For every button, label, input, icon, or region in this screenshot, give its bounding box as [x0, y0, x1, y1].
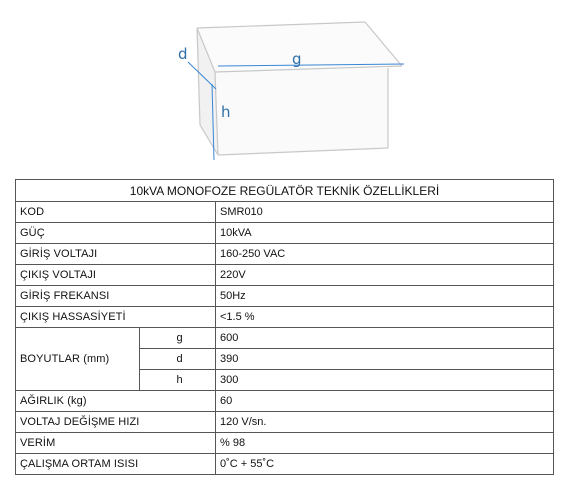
table-row — [16, 265, 554, 286]
table-row — [16, 433, 554, 454]
spec-label: ÇALIŞMA ORTAM ISISI — [16, 454, 216, 475]
width-label: g — [292, 50, 302, 68]
dimension-key: g — [140, 328, 216, 349]
spec-value: 120 V/sn. — [216, 412, 554, 433]
technical-specs-table — [15, 179, 554, 475]
product-dimension-diagram — [0, 0, 570, 175]
table-row — [16, 307, 554, 328]
spec-value: 60 — [216, 391, 554, 412]
table-title: 10kVA MONOFOZE REGÜLATÖR TEKNİK ÖZELLİKLERİ — [16, 180, 554, 202]
dimension-key: d — [140, 349, 216, 370]
box-front-face — [215, 68, 388, 155]
spec-value: 160-250 VAC — [216, 244, 554, 265]
spec-value: 10kVA — [216, 223, 554, 244]
spec-label: ÇIKIŞ HASSASİYETİ — [16, 307, 216, 328]
spec-label: GÜÇ — [16, 223, 216, 244]
table-row — [16, 202, 554, 223]
spec-label: ÇIKIŞ VOLTAJI — [16, 265, 216, 286]
spec-value: 50Hz — [216, 286, 554, 307]
table-row — [16, 454, 554, 475]
spec-label: AĞIRLIK (kg) — [16, 391, 216, 412]
spec-value: <1.5 % — [216, 307, 554, 328]
box-diagram-svg — [0, 0, 570, 175]
dimension-value: 300 — [216, 370, 554, 391]
spec-label: GİRİŞ FREKANSI — [16, 286, 216, 307]
spec-value: SMR010 — [216, 202, 554, 223]
spec-label: KOD — [16, 202, 216, 223]
depth-label: d — [178, 45, 188, 63]
table-row — [16, 223, 554, 244]
table-row — [16, 244, 554, 265]
height-label: h — [221, 103, 231, 121]
table-row — [16, 412, 554, 433]
table-title-row — [16, 180, 554, 202]
dimensions-label: BOYUTLAR (mm) — [16, 328, 140, 391]
spec-label: VOLTAJ DEĞİŞME HIZI — [16, 412, 216, 433]
spec-label: VERİM — [16, 433, 216, 454]
dimension-value: 600 — [216, 328, 554, 349]
table-row — [16, 286, 554, 307]
spec-label: GİRİŞ VOLTAJI — [16, 244, 216, 265]
dimension-value: 390 — [216, 349, 554, 370]
dimension-key: h — [140, 370, 216, 391]
spec-value: 220V — [216, 265, 554, 286]
spec-value: % 98 — [216, 433, 554, 454]
spec-value: 0˚C + 55˚C — [216, 454, 554, 475]
dimension-row — [16, 328, 554, 349]
table-row — [16, 391, 554, 412]
